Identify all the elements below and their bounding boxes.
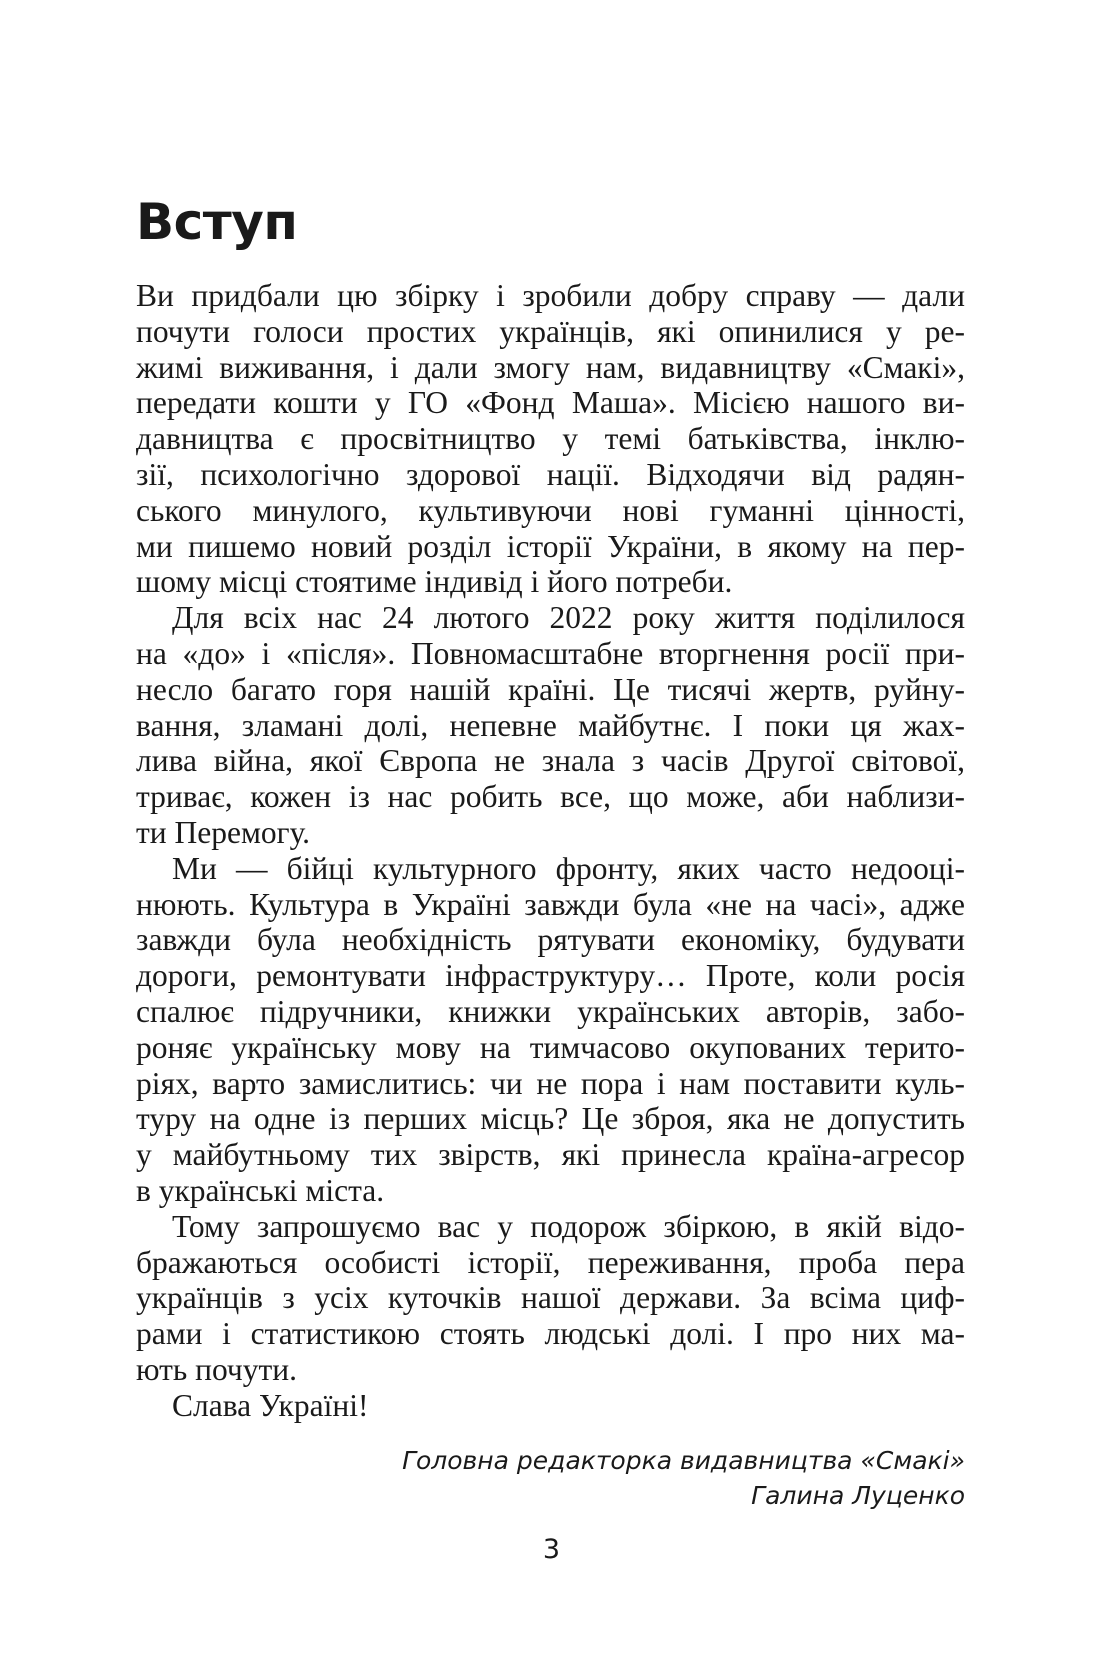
- body-text: [136, 278, 965, 1424]
- text-line: передати кошти у ГО «Фонд Маша». Місією нашого ви-: [136, 385, 965, 421]
- text-line: лива війна, якої Європа не знала з часів Другої світової,: [136, 743, 965, 779]
- text-line: шому місці стоятиме індивід і його потреби.: [136, 564, 733, 600]
- text-line: на «до» і «після». Повномасштабне вторгнення росії при-: [136, 635, 965, 671]
- text-line: роняє українську мову на тимчасово окупованих терито-: [136, 1029, 965, 1065]
- paragraph: [136, 851, 965, 1209]
- text-line: нюють. Культура в Україні завжди була «не на часі», адже: [136, 886, 965, 922]
- text-line: бражаються особисті історії, переживання, проба пера: [136, 1244, 965, 1280]
- text-line: туру на одне із перших місць? Це зброя, яка не допустить: [136, 1101, 965, 1137]
- text-line: спалює підручники, книжки українських авторів, забо-: [136, 993, 965, 1029]
- paragraph: [136, 600, 965, 851]
- text-line: почути голоси простих українців, які опинилися у ре-: [136, 313, 965, 349]
- signature-name: Галина Луценко: [751, 1481, 965, 1510]
- text-line: рами і статистикою стоять людські долі. І про них ма-: [136, 1316, 965, 1352]
- paragraph: [136, 1209, 965, 1388]
- paragraph: [136, 278, 965, 600]
- text-line: зії, психологічно здорової нації. Відходячи від радян-: [136, 456, 965, 492]
- page-number: 3: [542, 1534, 561, 1565]
- text-line: дороги, ремонтувати інфраструктуру… Проте, коли росія: [136, 958, 965, 994]
- text-line: ти Перемогу.: [136, 814, 311, 850]
- text-line: давництва є просвітництво у темі батьківства, інклю-: [136, 421, 965, 457]
- text-line: ють почути.: [136, 1351, 298, 1387]
- text-line: Тому запрошуємо вас у подорож збіркою, в якій відо-: [172, 1208, 965, 1244]
- text-line: ського минулого, культивуючи нові гуманні цінності,: [136, 492, 965, 528]
- text-line: ріях, варто замислитись: чи не пора і нам поставити куль-: [136, 1065, 965, 1101]
- page-heading: Вступ: [136, 193, 298, 251]
- paragraph: [136, 1388, 965, 1424]
- text-line: завжди була необхідність рятувати економіку, будувати: [136, 922, 965, 958]
- text-line: у майбутньому тих звірств, які принесла країна-агресор: [136, 1137, 965, 1173]
- text-line: Ви придбали цю збірку і зробили добру справу — дали: [136, 278, 965, 313]
- text-line: українців з усіх куточків нашої держави. За всіма циф-: [136, 1280, 965, 1316]
- text-line: вання, зламані долі, непевне майбутнє. І поки ця жах-: [136, 707, 965, 743]
- text-line: в українські міста.: [136, 1172, 385, 1208]
- text-line: несло багато горя нашій країні. Це тисячі жертв, руйну-: [136, 671, 965, 707]
- text-line: жимі виживання, і дали змогу нам, видавництву «Смакі»,: [136, 349, 965, 385]
- text-line: Ми — бійці культурного фронту, яких часто недооці-: [172, 850, 965, 886]
- text-line: ми пишемо новий розділ історії України, в якому на пер-: [136, 528, 965, 564]
- text-line: триває, кожен із нас робить все, що може, аби наблизи-: [136, 779, 965, 815]
- signature: [402, 1443, 965, 1513]
- text-line: Для всіх нас 24 лютого 2022 року життя поділилося: [172, 600, 965, 636]
- signature-role: Головна редакторка видавництва «Смакі»: [402, 1446, 965, 1475]
- text-line: Слава Україні!: [172, 1387, 369, 1423]
